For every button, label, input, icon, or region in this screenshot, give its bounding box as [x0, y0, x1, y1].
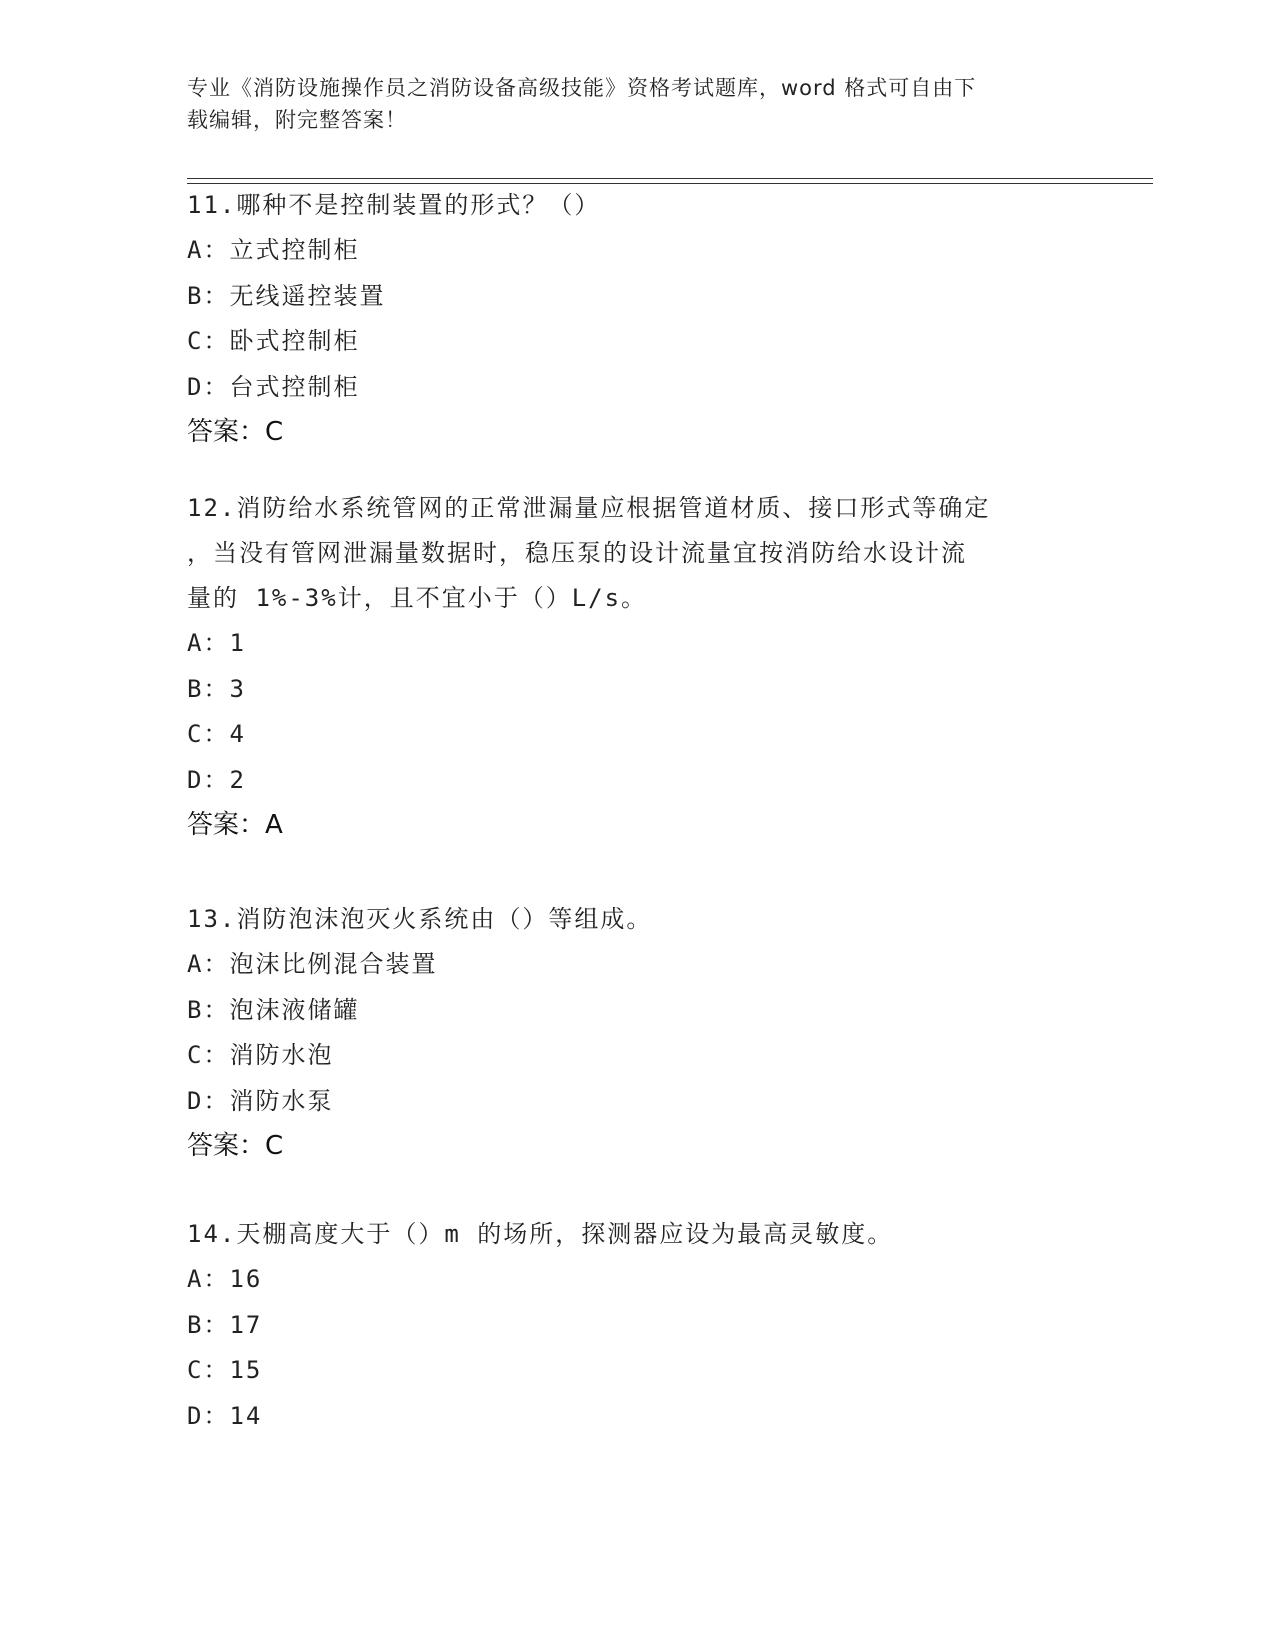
- question-14: [187, 1212, 1087, 1439]
- question-stem-line: 14.天棚高度大于（）m 的场所，探测器应设为最高灵敏度。: [187, 1220, 894, 1248]
- document-header: [187, 72, 1087, 136]
- answer: 答案：A: [187, 810, 283, 840]
- question-stem: [187, 183, 1087, 228]
- answer: 答案：C: [187, 417, 284, 447]
- option-b: B：3: [187, 674, 246, 703]
- question-stem: [187, 1212, 1087, 1257]
- question-stem-line: 11.哪种不是控制装置的形式？（）: [187, 191, 601, 219]
- answer: 答案：C: [187, 1131, 284, 1161]
- option-a: A：16: [187, 1265, 263, 1293]
- option-c: C：15: [187, 1356, 263, 1384]
- option-a: A：1: [187, 629, 246, 657]
- option-a: A：立式控制柜: [187, 236, 360, 264]
- option-d: D：消防水泵: [187, 1086, 334, 1115]
- header-line-2: 载编辑，附完整答案！: [187, 108, 407, 132]
- option-b: B：泡沫液储罐: [187, 995, 360, 1024]
- question-stem-line: ，当没有管网泄漏量数据时，稳压泵的设计流量宜按消防给水设计流: [187, 539, 967, 567]
- option-d: D：14: [187, 1401, 263, 1430]
- option-d: D：台式控制柜: [187, 372, 360, 401]
- option-b: B：17: [187, 1310, 263, 1339]
- option-c: C：卧式控制柜: [187, 327, 360, 355]
- header-divider-top: [187, 178, 1153, 179]
- question-12: [187, 486, 1087, 848]
- option-c: C：消防水泡: [187, 1041, 334, 1069]
- question-stem: [187, 897, 1087, 942]
- option-c: C：4: [187, 720, 246, 748]
- header-line-1: 专业《消防设施操作员之消防设备高级技能》资格考试题库，word 格式可自由下: [187, 76, 977, 100]
- question-13: [187, 897, 1087, 1169]
- question-11: [187, 183, 1087, 455]
- option-d: D：2: [187, 765, 246, 794]
- question-stem: [187, 486, 1087, 621]
- question-stem-line: 12.消防给水系统管网的正常泄漏量应根据管道材质、接口形式等确定: [187, 494, 991, 522]
- option-b: B：无线遥控装置: [187, 281, 386, 310]
- option-a: A：泡沫比例混合装置: [187, 950, 438, 978]
- question-stem-line: 量的 1%-3%计，且不宜小于（）L/s。: [187, 584, 648, 612]
- question-stem-line: 13.消防泡沫泡灭火系统由（）等组成。: [187, 905, 653, 933]
